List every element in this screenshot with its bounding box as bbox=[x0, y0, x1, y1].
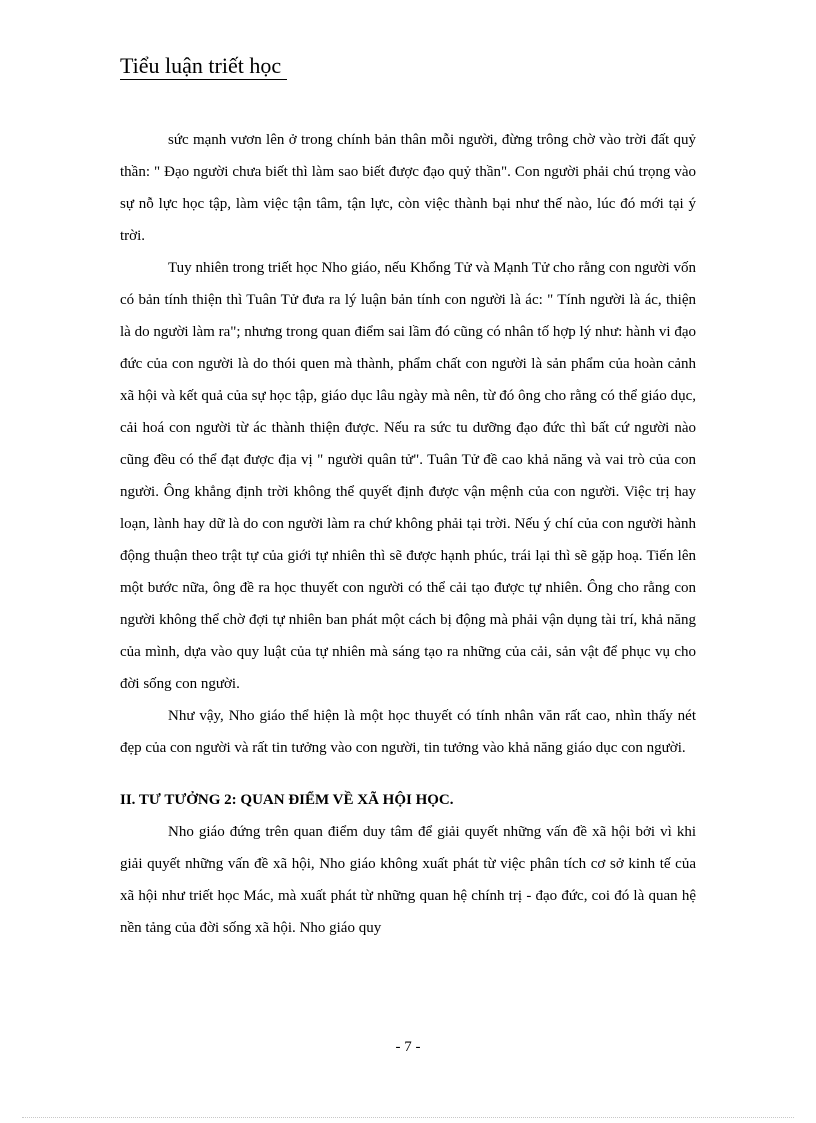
page-bottom-divider bbox=[22, 1117, 794, 1118]
paragraph-continued: sức mạnh vươn lên ở trong chính bản thân mỗi người, đừng trông chờ vào trời đất quỷ thần: " Đạo người chưa biết thì làm sao biết được đạo quỷ thần". Con người phải chú trọng vào sự nỗ lực học tập, làm việc tận tâm, tận lực, còn việc thành bại như thế nào, lúc đó mới tại ý trời. bbox=[120, 132, 696, 244]
paragraph-tuan-tu: Tuy nhiên trong triết học Nho giáo, nếu Khổng Tử và Mạnh Tử cho rằng con người vốn có bản tính thiện thì Tuân Tử đưa ra lý luận bản tính con người là ác: " Tính người là ác, thiện là do người làm ra"; nhưng trong quan điểm sai lầm đó cũng có nhân tố hợp lý như: hành vi đạo đức của con người là do thói quen mà thành, phẩm chất con người là sản phẩm của hoàn cảnh xã hội và kết quả của sự học tập, giáo dục lâu ngày mà nên, từ đó ông cho rằng có thể giáo dục, cải hoá con người từ ác thành thiện được. Nếu ra sức tu dưỡng đạo đức thì bất cứ người nào cũng đều có thể đạt được địa vị " người quân tử". Tuân Tử đề cao khả năng và vai trò của con người. Ông khẳng định trời không thể quyết định được vận mệnh của con người. Việc trị hay loạn, lành hay dữ là do con người làm ra chứ không phải tại trời. Nếu ý chí của con người hành động thuận theo trật tự của giới tự nhiên thì sẽ được hạnh phúc, trái lại thì sẽ gặp hoạ. Tiến lên một bước nữa, ông đề ra học thuyết con người có thể cải tạo được tự nhiên. Ông cho rằng con người không thể chờ đợi tự nhiên ban phát một cách bị động mà phải vận dụng tài trí, khả năng của mình, dựa vào quy luật của tự nhiên mà sáng tạo ra những của cải, sản vật để phục vụ cho đời sống con người. bbox=[120, 260, 696, 692]
section-heading: II. TƯ TƯỞNG 2: QUAN ĐIỂM VỀ XÃ HỘI HỌC. bbox=[120, 792, 454, 808]
header-title: Tiểu luận triết học bbox=[120, 53, 287, 80]
document-body bbox=[120, 124, 696, 944]
document-header bbox=[120, 52, 287, 80]
section-paragraph: Nho giáo đứng trên quan điểm duy tâm để giải quyết những vấn đề xã hội bởi vì khi giải quyết những vấn đề xã hội, Nho giáo không xuất phát từ việc phân tích cơ sở kinh tế của xã hội như triết học Mác, mà xuất phát từ những quan hệ chính trị - đạo đức, coi đó là quan hệ nền tảng của đời sống xã hội. Nho giáo quy bbox=[120, 824, 696, 936]
page-number: - 7 - bbox=[395, 1039, 421, 1055]
paragraph-conclusion: Như vậy, Nho giáo thể hiện là một học thuyết có tính nhân văn rất cao, nhìn thấy nét đẹp của con người và rất tin tưởng vào con người, tin tưởng vào khả năng giáo dục con người. bbox=[120, 708, 696, 756]
